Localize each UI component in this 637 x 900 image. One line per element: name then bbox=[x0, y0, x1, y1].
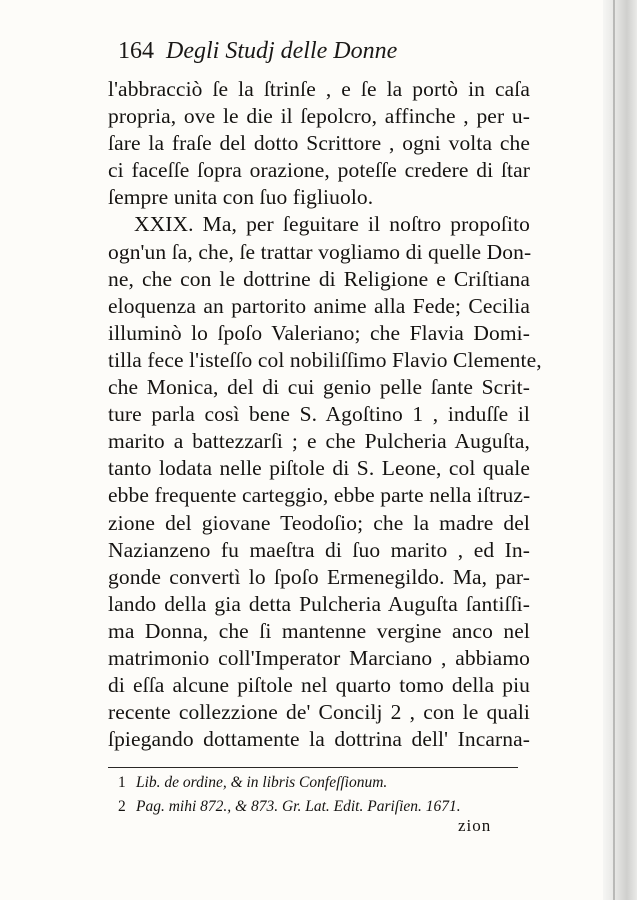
text-line: ture parla così bene S. Agoſtino 1 , induſſe il bbox=[108, 402, 530, 427]
text-line: ne, che con le dottrine di Religione e Criſtiana bbox=[108, 266, 530, 291]
text-line: tanto lodata nelle piſtole di S. Leone, col quale bbox=[108, 456, 530, 481]
text-line: ſpiegando dottamente la dottrina dell' Incarna- bbox=[108, 727, 530, 752]
body-text bbox=[108, 76, 542, 753]
text-line: tilla fece l'isteſſo col nobiliſſimo Flavio Clemente, bbox=[108, 347, 542, 372]
catchword: zion bbox=[458, 816, 492, 835]
footnote-divider bbox=[108, 767, 518, 768]
text-line: l'abbracciò ſe la ſtrinſe , e ſe la portò in caſa bbox=[108, 77, 530, 101]
page-edge-line bbox=[613, 0, 615, 900]
section-start-line: XXIX. Ma, per ſeguitare il noſtro propoſito bbox=[134, 212, 530, 237]
text-line: lando della gia detta Pulcheria Auguſta ſantiſſi- bbox=[108, 591, 530, 616]
text-line: che Monica, del di cui genio pelle ſante Scrit- bbox=[108, 375, 530, 400]
running-title: Degli Studj delle Donne bbox=[166, 38, 398, 64]
text-line: Nazianzeno fu maeſtra di ſuo marito , ed In- bbox=[108, 537, 530, 562]
text-line: ſare la fraſe del dotto Scrittore , ogni volta che bbox=[108, 131, 530, 156]
text-line: propria, ove le die il ſepolcro, affinche , per u- bbox=[108, 104, 530, 129]
text-line: ci faceſſe ſopra orazione, poteſſe credere di ſtar bbox=[108, 158, 530, 183]
text-line: di eſſa alcune piſtole nel quarto tomo della piu bbox=[108, 673, 530, 698]
text-line: ma Donna, che ſi mantenne vergine anco nel bbox=[108, 618, 530, 643]
text-line: zione del giovane Teodoſio; che la madre del bbox=[108, 510, 530, 535]
text-line: ebbe frequente carteggio, ebbe parte nella iſtruz- bbox=[108, 483, 531, 508]
text-line: recente collezzione de' Concilj 2 , con le quali bbox=[108, 700, 530, 725]
page-edge-shadow bbox=[603, 0, 637, 900]
text-line: ogn'un ſa, che, ſe trattar vogliamo di quelle Don- bbox=[108, 239, 532, 264]
footnotes bbox=[118, 771, 518, 819]
running-header bbox=[118, 38, 397, 65]
footnote-mark: 2 bbox=[118, 798, 126, 815]
footnote-text: Lib. de ordine, & in libris Confeſſionum. bbox=[136, 774, 388, 791]
text-line: gonde convertì lo ſpoſo Ermenegildo. Ma, par- bbox=[108, 564, 530, 589]
footnote-text: Pag. mihi 872., & 873. Gr. Lat. Edit. Pariſien. 1671. bbox=[136, 798, 461, 815]
page-number: 164 bbox=[118, 38, 154, 64]
text-line: eloquenza an partorito anime alla Fede; Cecilia bbox=[108, 293, 530, 318]
footnote-mark: 1 bbox=[118, 774, 126, 791]
text-line: marito a battezzarſi ; e che Pulcheria Auguſta, bbox=[108, 429, 530, 454]
text-line: matrimonio coll'Imperator Marciano , abbiamo bbox=[108, 645, 530, 670]
text-line: ſempre unita con ſuo figliuolo. bbox=[108, 185, 374, 210]
footnote-1 bbox=[118, 771, 518, 795]
text-line: illuminò lo ſpoſo Valeriano; che Flavia Domi- bbox=[108, 320, 530, 345]
